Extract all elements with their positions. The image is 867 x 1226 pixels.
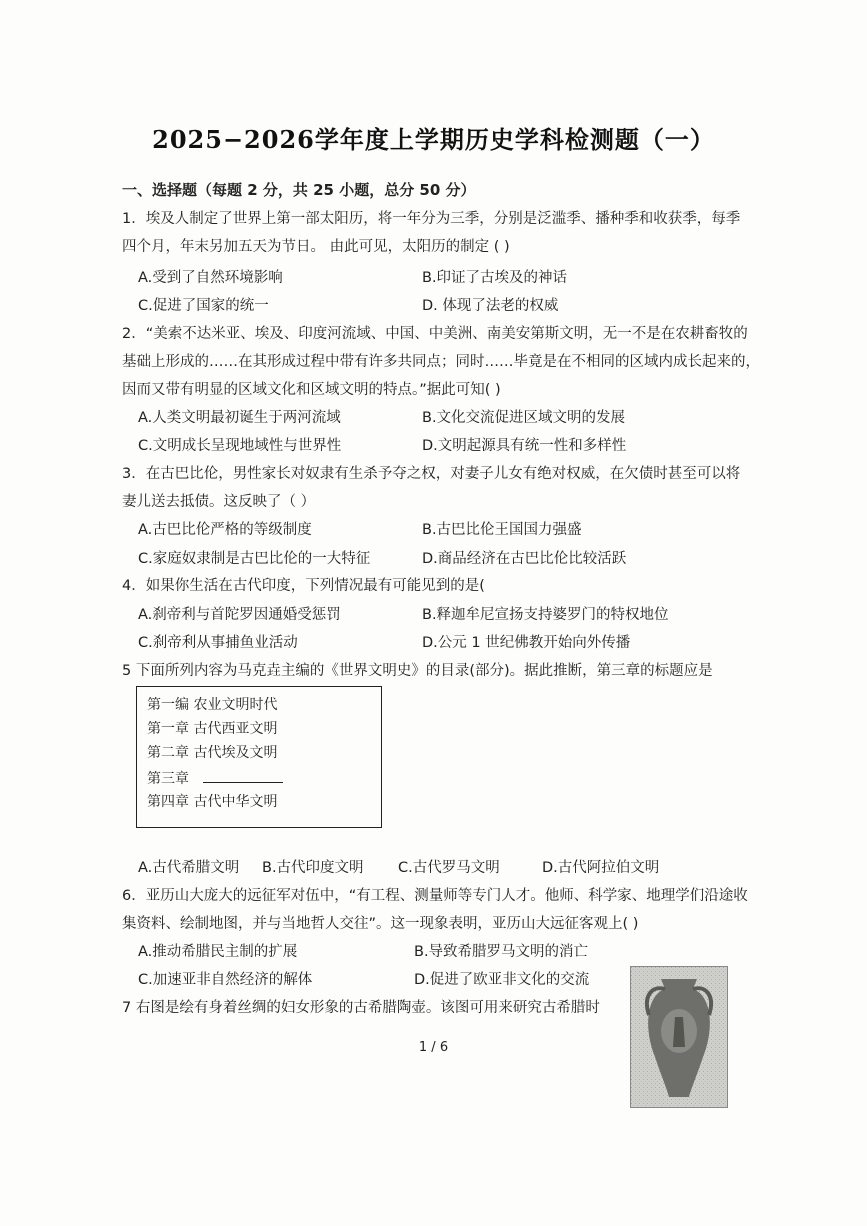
table-of-contents-box <box>136 686 382 828</box>
toc-row-blank <box>147 768 283 789</box>
question-2-option-b: B.文化交流促进区域文明的发展 <box>422 410 626 426</box>
question-1-option-a: A.受到了自然环境影响 <box>138 270 283 286</box>
question-4-option-b: B.释迦牟尼宣扬支持婆罗门的特权地位 <box>422 607 669 623</box>
question-1-option-c: C.促进了国家的统一 <box>138 298 269 314</box>
question-4-option-d: D.公元 1 世纪佛教开始向外传播 <box>422 635 631 651</box>
question-1-line-1: 1．埃及人制定了世界上第一部太阳历，将一年分为三季，分别是泛滥季、播种季和收获季，每季 <box>122 211 741 227</box>
question-4-line-1: 4．如果你生活在古代印度，下列情况最有可能见到的是( <box>122 578 485 594</box>
question-3-option-a: A.古巴比伦严格的等级制度 <box>138 522 312 538</box>
question-6-option-c: C.加速亚非自然经济的解体 <box>138 972 313 988</box>
toc-row-label: 第三章 <box>147 771 189 787</box>
section-heading: 一、选择题（每题 2 分，共 25 小题，总分 50 分） <box>122 181 476 199</box>
question-6-option-b: B.导致希腊罗马文明的消亡 <box>414 944 589 960</box>
question-5-option-d: D.古代阿拉伯文明 <box>542 860 660 876</box>
page-number: 1 / 6 <box>418 1040 449 1055</box>
page-title: 2025−2026学年度上学期历史学科检测题（一） <box>152 125 715 154</box>
question-7-line-1: 7 右图是绘有身着丝绸的妇女形象的古希腊陶壶。该图可用来研究古希腊时 <box>122 1000 600 1016</box>
question-6-line-1: 6．亚历山大庞大的远征军对伍中，“有工程、测量师等专门人才。他师、科学家、地理学们沿途收 <box>122 888 748 904</box>
question-2-option-c: C.文明成长呈现地域性与世界性 <box>138 438 342 454</box>
question-3-option-b: B.古巴比伦王国国力强盛 <box>422 522 582 538</box>
vase-icon <box>631 967 727 1107</box>
answer-blank <box>203 768 283 783</box>
question-3-option-d: D.商品经济在古巴比伦比较活跃 <box>422 551 627 567</box>
question-4-option-c: C.刹帝利从事捕鱼业活动 <box>138 635 298 651</box>
question-3-line-1: 3．在古巴比伦，男性家长对奴隶有生杀予夺之权，对妻子儿女有绝对权威，在欠债时甚至可以将 <box>122 466 741 482</box>
question-3-line-2: 妻儿送去抵债。这反映了（ ） <box>122 494 316 510</box>
greek-pottery-vase-image <box>630 966 728 1108</box>
toc-row: 第四章 古代中华文明 <box>147 794 278 810</box>
question-2-line-3: 因而又带有明显的区域文化和区域文明的特点。”据此可知( ) <box>122 382 501 398</box>
question-5-option-c: C.古代罗马文明 <box>398 860 500 876</box>
question-2-line-1: 2．“美索不达米亚、埃及、印度河流域、中国、中美洲、南美安第斯文明，无一不是在农耕畜牧的 <box>122 326 748 342</box>
question-6-line-2: 集资料、绘制地图，并与当地哲人交往”。这一现象表明，亚历山大远征客观上( ) <box>122 916 639 932</box>
question-6-option-d: D.促进了欧亚非文化的交流 <box>414 972 590 988</box>
question-2-option-a: A.人类文明最初诞生于两河流域 <box>138 410 341 426</box>
question-5-option-a: A.古代希腊文明 <box>138 860 240 876</box>
question-6-option-a: A.推动希腊民主制的扩展 <box>138 944 298 960</box>
toc-row: 第一编 农业文明时代 <box>147 697 278 713</box>
question-4-option-a: A.刹帝利与首陀罗因通婚受惩罚 <box>138 607 341 623</box>
question-1-line-2: 四个月，年末另加五天为节日。 由此可见，太阳历的制定 ( ) <box>122 239 510 255</box>
question-3-option-c: C.家庭奴隶制是古巴比伦的一大特征 <box>138 551 371 567</box>
question-5-line-1: 5 下面所列内容为马克垚主编的《世界文明史》的目录(部分)。据此推断，第三章的标题应是 <box>122 663 713 679</box>
question-2-option-d: D.文明起源具有统一性和多样性 <box>422 438 627 454</box>
question-1-option-d: D. 体现了法老的权威 <box>422 298 559 314</box>
question-5-option-b: B.古代印度文明 <box>262 860 364 876</box>
question-1-option-b: B.印证了古埃及的神话 <box>422 270 568 286</box>
question-2-line-2: 基础上形成的……在其形成过程中带有许多共同点；同时……毕竟是在不相同的区域内成长起来的， <box>122 354 760 370</box>
toc-row: 第二章 古代埃及文明 <box>147 745 278 761</box>
toc-row: 第一章 古代西亚文明 <box>147 721 278 737</box>
